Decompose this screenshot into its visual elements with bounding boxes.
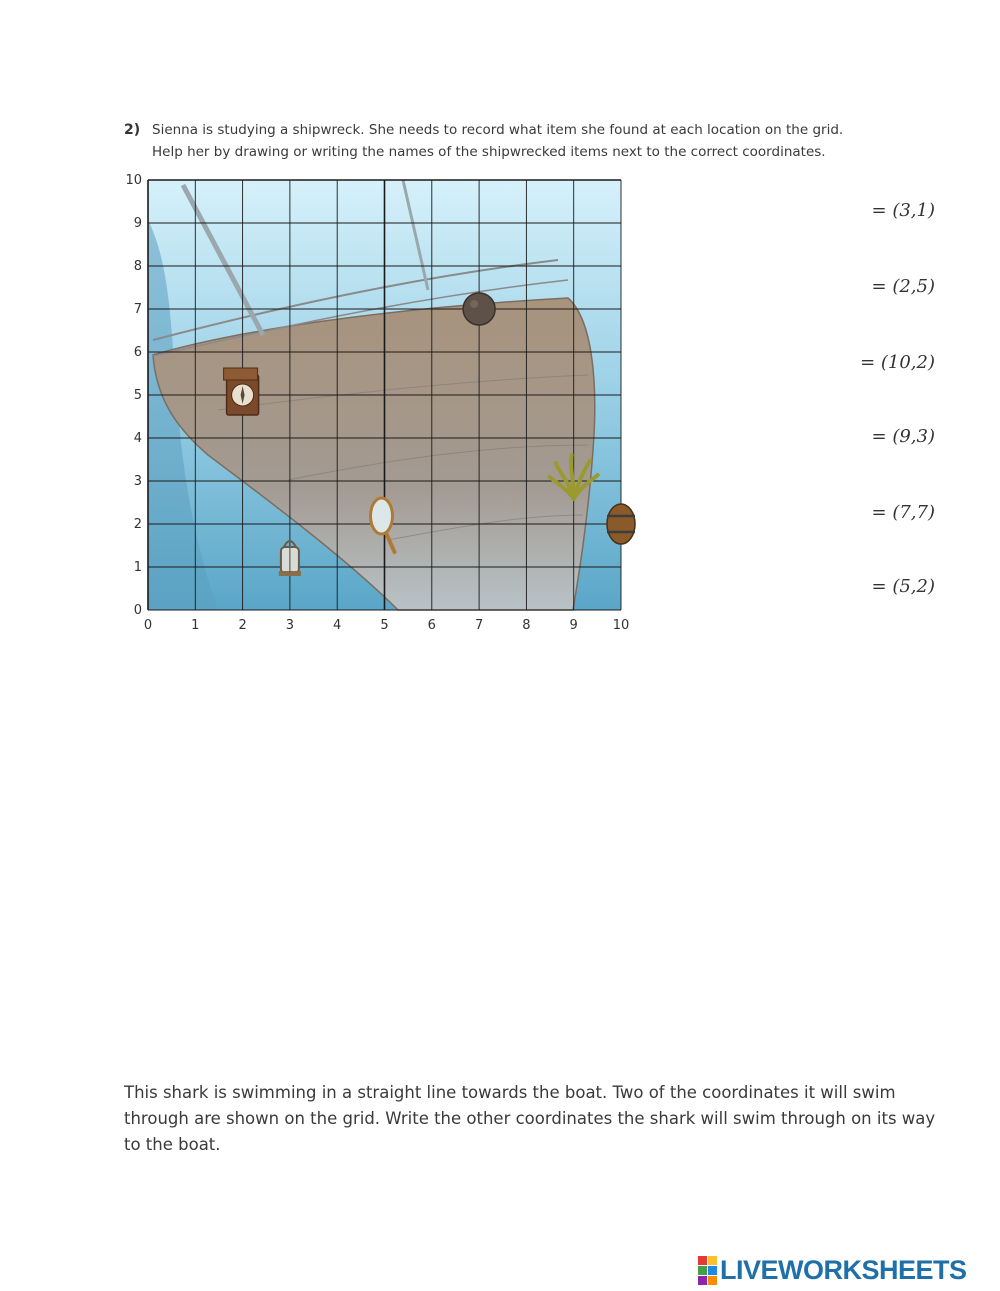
x-tick-label: 4 [333, 618, 342, 633]
coordinate-label: = (2,5) [871, 276, 935, 297]
answer-row[interactable] [840, 574, 935, 604]
x-tick-label: 2 [238, 618, 247, 633]
question-text-line-2: Help her by drawing or writing the names of the shipwrecked items next to the correct coordinates. [152, 144, 826, 160]
y-tick-label: 3 [133, 474, 142, 489]
x-tick-label: 10 [612, 618, 630, 633]
x-tick-label: 3 [285, 618, 295, 633]
shark-text-line-2: through are shown on the grid. Write the other coordinates the shark will swim through on its way [124, 1109, 936, 1128]
y-tick-label: 1 [133, 560, 142, 575]
logo-square [698, 1276, 707, 1285]
question-number: 2) [124, 122, 141, 138]
y-tick-label: 4 [133, 431, 142, 446]
x-tick-label: 6 [427, 618, 436, 633]
x-tick-label: 0 [143, 618, 153, 633]
x-tick-label: 5 [380, 618, 389, 633]
coordinate-label: = (9,3) [871, 426, 935, 447]
shark-text-line-1: This shark is swimming in a straight line towards the boat. Two of the coordinates it will swim [124, 1083, 896, 1102]
x-tick-label: 9 [569, 618, 578, 633]
compass-icon [224, 368, 259, 415]
coordinate-grid [120, 165, 640, 640]
answer-row[interactable] [840, 274, 935, 304]
answer-row[interactable] [840, 424, 935, 454]
y-tick-label: 0 [133, 603, 142, 618]
coordinate-label: = (5,2) [871, 576, 935, 597]
grid-scene [148, 180, 635, 610]
y-tick-label: 7 [133, 302, 142, 317]
logo-square [708, 1276, 717, 1285]
y-tick-label: 2 [133, 517, 142, 532]
coordinate-label: = (7,7) [871, 502, 935, 523]
answer-row[interactable] [840, 198, 935, 228]
coordinate-label: = (3,1) [871, 200, 935, 221]
liveworksheets-logo [698, 1254, 967, 1286]
logo-square [708, 1266, 717, 1275]
y-tick-label: 9 [133, 216, 142, 231]
y-axis-ticks [125, 173, 142, 618]
y-tick-label: 10 [125, 173, 142, 188]
barrel-icon [607, 504, 635, 544]
answer-row[interactable] [840, 500, 935, 530]
logo-square [698, 1266, 707, 1275]
shark-question [124, 1080, 974, 1158]
x-tick-label: 1 [191, 618, 200, 633]
answer-row[interactable] [840, 350, 935, 380]
cannonball-icon [463, 293, 495, 325]
x-axis-ticks [144, 618, 629, 633]
x-tick-label: 7 [474, 618, 484, 633]
logo-square [708, 1256, 717, 1265]
y-tick-label: 8 [133, 259, 142, 274]
logo-icon [698, 1256, 717, 1285]
logo-text: LIVEWORKSHEETS [720, 1254, 967, 1285]
y-tick-label: 6 [133, 345, 142, 360]
shark-text-line-3: to the boat. [124, 1135, 221, 1154]
question-text-line-1: Sienna is studying a shipwreck. She needs to record what item she found at each location on the grid. [152, 122, 844, 138]
logo-square [698, 1256, 707, 1265]
x-tick-label: 8 [522, 618, 531, 633]
coordinate-label: = (10,2) [860, 352, 935, 373]
y-tick-label: 5 [133, 388, 142, 403]
